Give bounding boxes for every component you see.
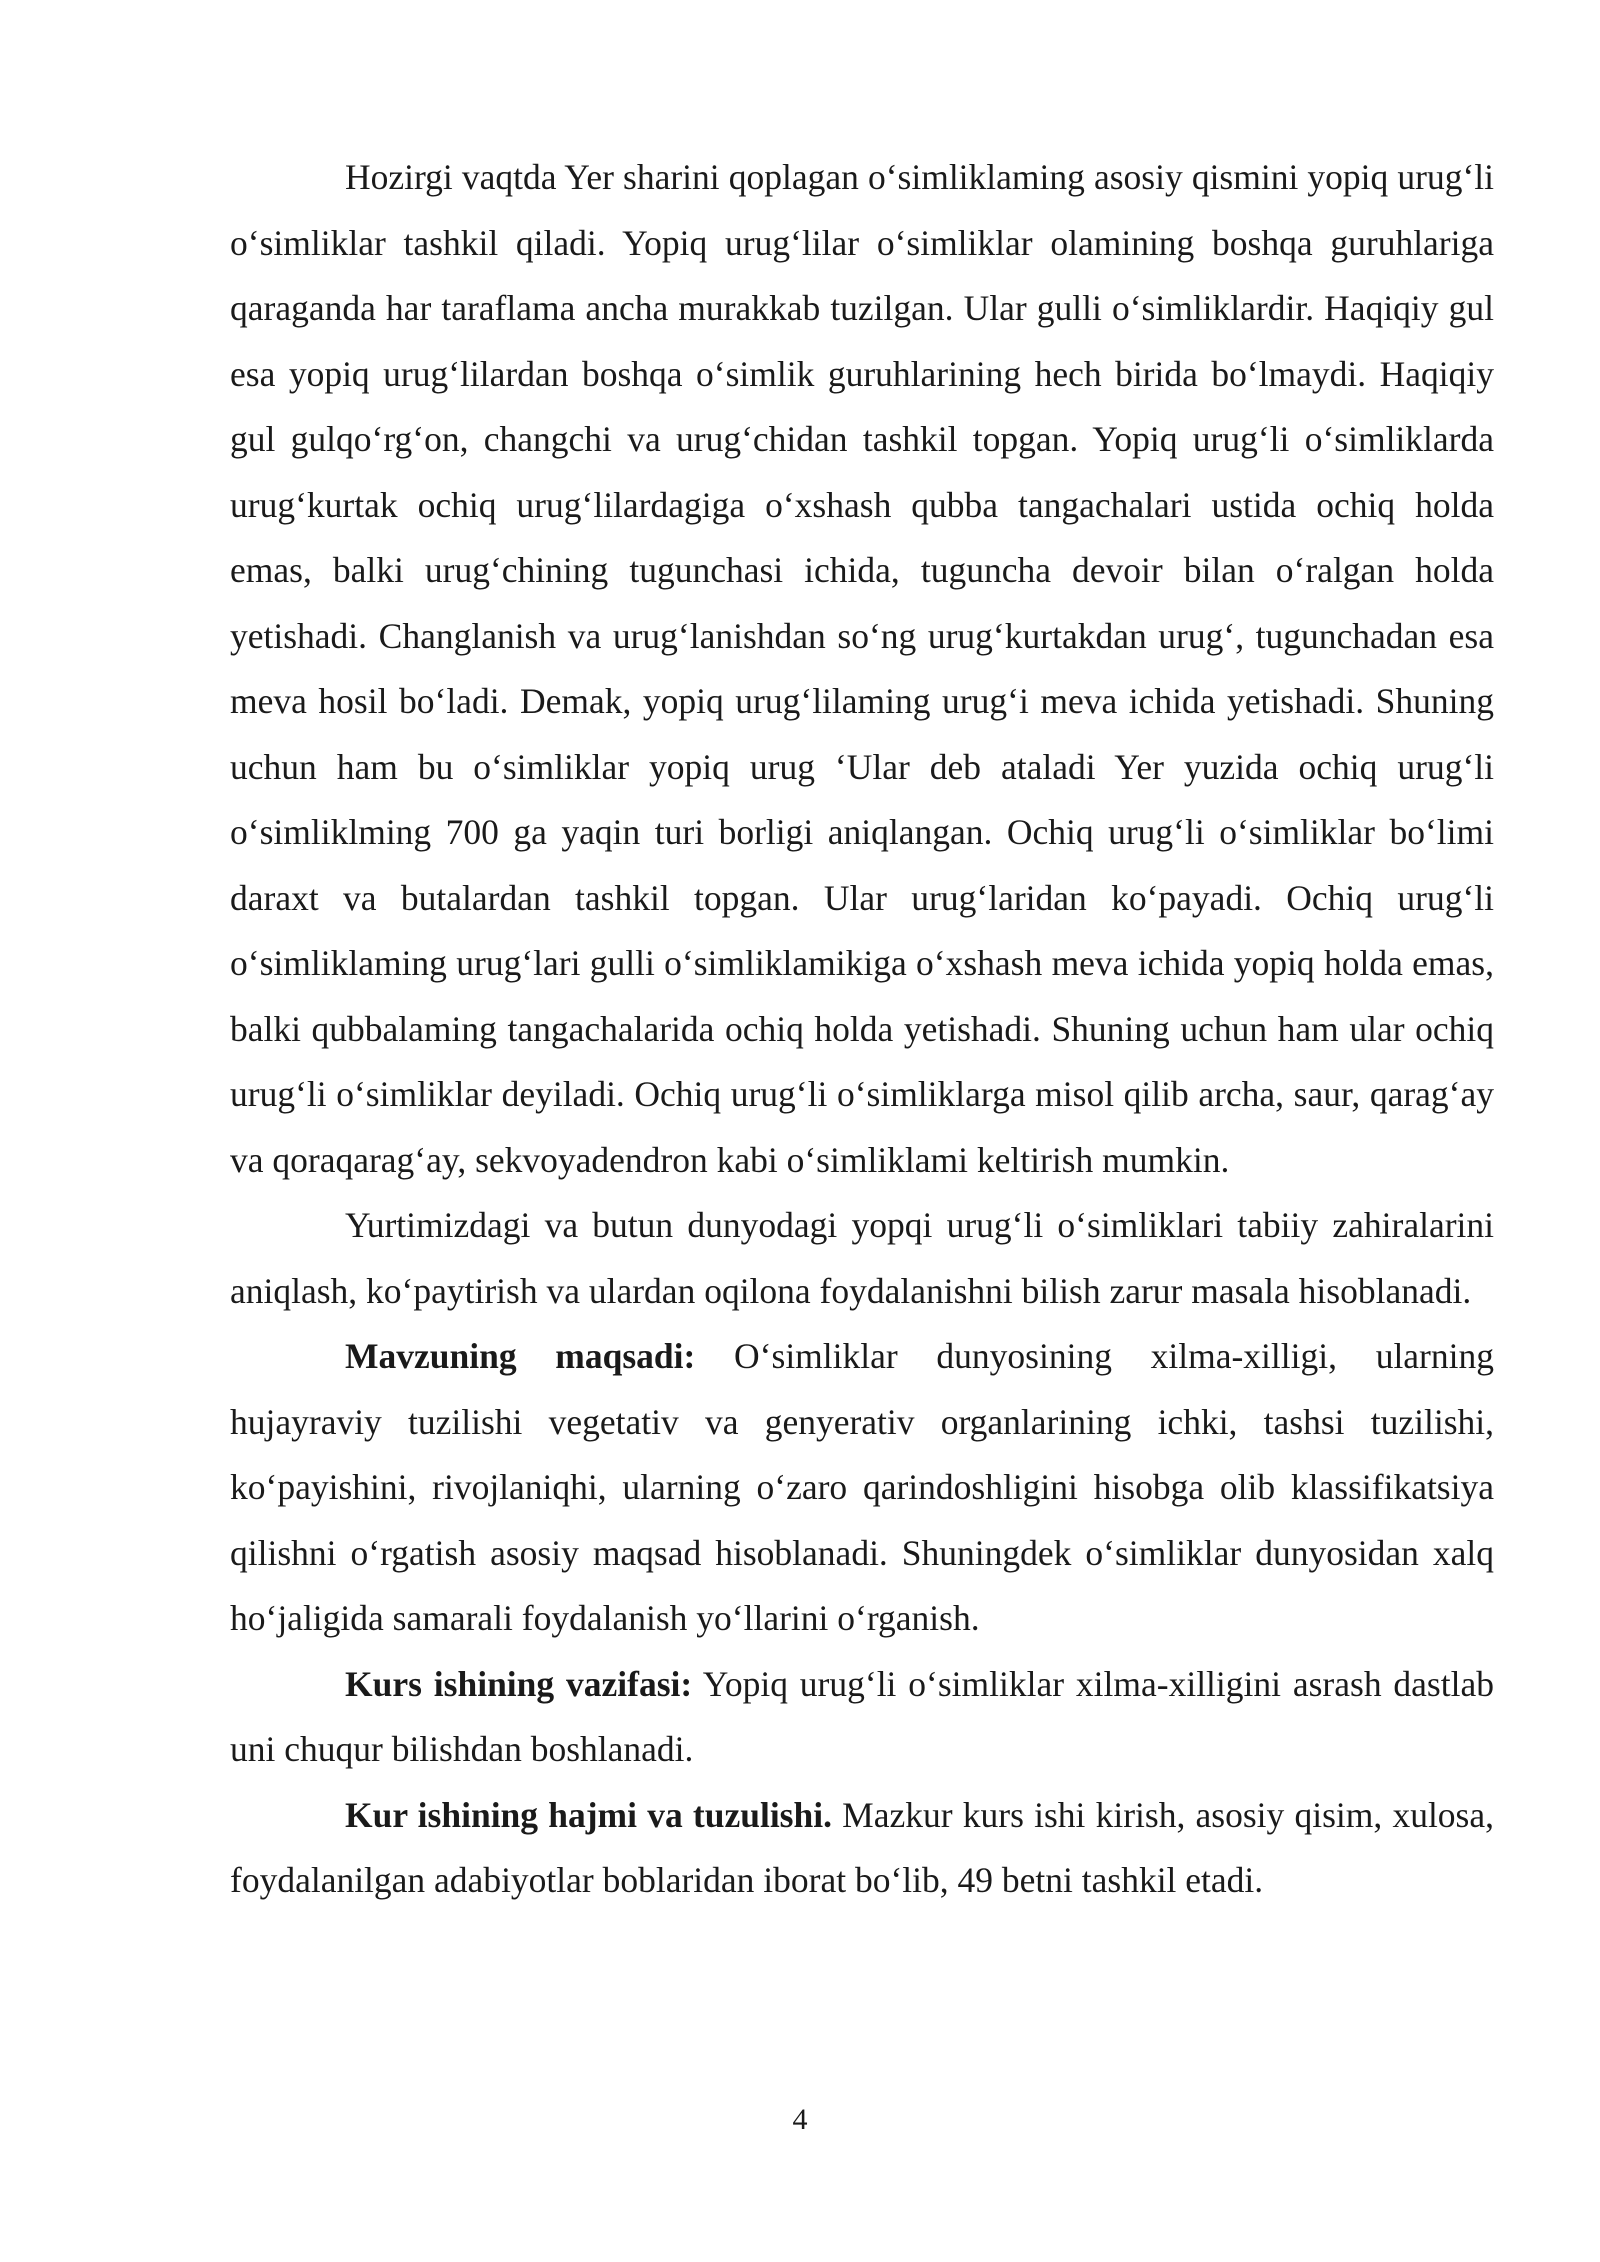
- task-text: Yopiq urug‘li o‘simliklar xilma-xilligini asrash dastlab uni chuqur bilishdan boshlanadi.: [230, 1663, 1494, 1769]
- paragraph-relevance: [230, 1193, 1494, 1324]
- paragraph-task: [230, 1652, 1494, 1783]
- document-page-body: [230, 145, 1494, 1914]
- paragraph-goal: [230, 1324, 1494, 1652]
- paragraph-structure: [230, 1783, 1494, 1914]
- structure-text: Mazkur kurs ishi kirish, asosiy qisim, xulosa, foydalanilgan adabiyotlar boblaridan iborat bo‘lib, 49 betni tashkil etadi.: [230, 1794, 1495, 1900]
- goal-heading: Mavzuning maqsadi:: [345, 1336, 696, 1376]
- paragraph-intro: [230, 145, 1494, 1193]
- goal-text: O‘simliklar dunyosining xilma-xilligi, ularning hujayraviy tuzilishi vegetativ va genyerativ organlarining ichki, tashsi tuzilishi, ko‘payishini, rivojlaniqhi, ularning o‘zaro qarindoshligini hisobga olib klassifikatsiya qilishni o‘rgatish asosiy maqsad hisoblanadi. Shuningdek o‘simliklar dunyosidan xalq ho‘jaligida samarali foydalanish yo‘llarini o‘rganish.: [230, 1336, 1494, 1638]
- structure-heading: Kur ishining hajmi va tuzulishi.: [345, 1794, 832, 1835]
- page-number: 4: [792, 2103, 808, 2136]
- task-heading: Kurs ishining vazifasi:: [345, 1663, 693, 1704]
- paragraph-intro-text: Hozirgi vaqtda Yer sharini qoplagan o‘simliklaming asosiy qismini yopiq urug‘li o‘simliklar tashkil qiladi. Yopiq urug‘lilar o‘simliklar olamining boshqa guruhlariga qaraganda har taraflama ancha murakkab tuzilgan. Ular gulli o‘simliklardir. Haqiqiy gul esa yopiq urug‘lilardan boshqa o‘simlik guruhlarining hech birida bo‘lmaydi. Haqiqiy gul gulqo‘rg‘on, changchi va urug‘chidan tashkil topgan. Yopiq urug‘li o‘simliklarda urug‘kurtak ochiq urug‘lilardagiga o‘xshash qubba tangachalari ustida ochiq holda emas, balki urug‘chining tugunchasi ichida, tuguncha devoir bilan o‘ralgan holda yetishadi. Changlanish va urug‘lanishdan so‘ng urug‘kurtakdan urug‘, tugunchadan esa meva hosil bo‘ladi. Demak, yopiq urug‘lilaming urug‘i meva ichida yetishadi. Shuning uchun ham bu o‘simliklar yopiq urug ‘Ular deb ataladi Yer yuzida ochiq urug‘li o‘simliklming 700 ga yaqin turi borligi aniqlangan. Ochiq urug‘li o‘simliklar bo‘limi daraxt va butalardan tashkil topgan. Ular urug‘laridan ko‘payadi. Ochiq urug‘li o‘simliklaming urug‘lari gulli o‘simliklamikiga o‘xshash meva ichida yopiq holda emas, balki qubbalaming tangachalarida ochiq holda yetishadi. Shuning uchun ham ular ochiq urug‘li o‘simliklar deyiladi. Ochiq urug‘li o‘simliklarga misol qilib archa, saur, qarag‘ay va qoraqarag‘ay, sekvoyadendron kabi o‘simliklami keltirish mumkin.: [230, 157, 1494, 1180]
- paragraph-relevance-text: Yurtimizdagi va butun dunyodagi yopqi urug‘li o‘simliklari tabiiy zahiralarini aniqlash, ko‘paytirish va ulardan oqilona foydalanishni bilish zarur masala hisoblanadi.: [230, 1205, 1494, 1311]
